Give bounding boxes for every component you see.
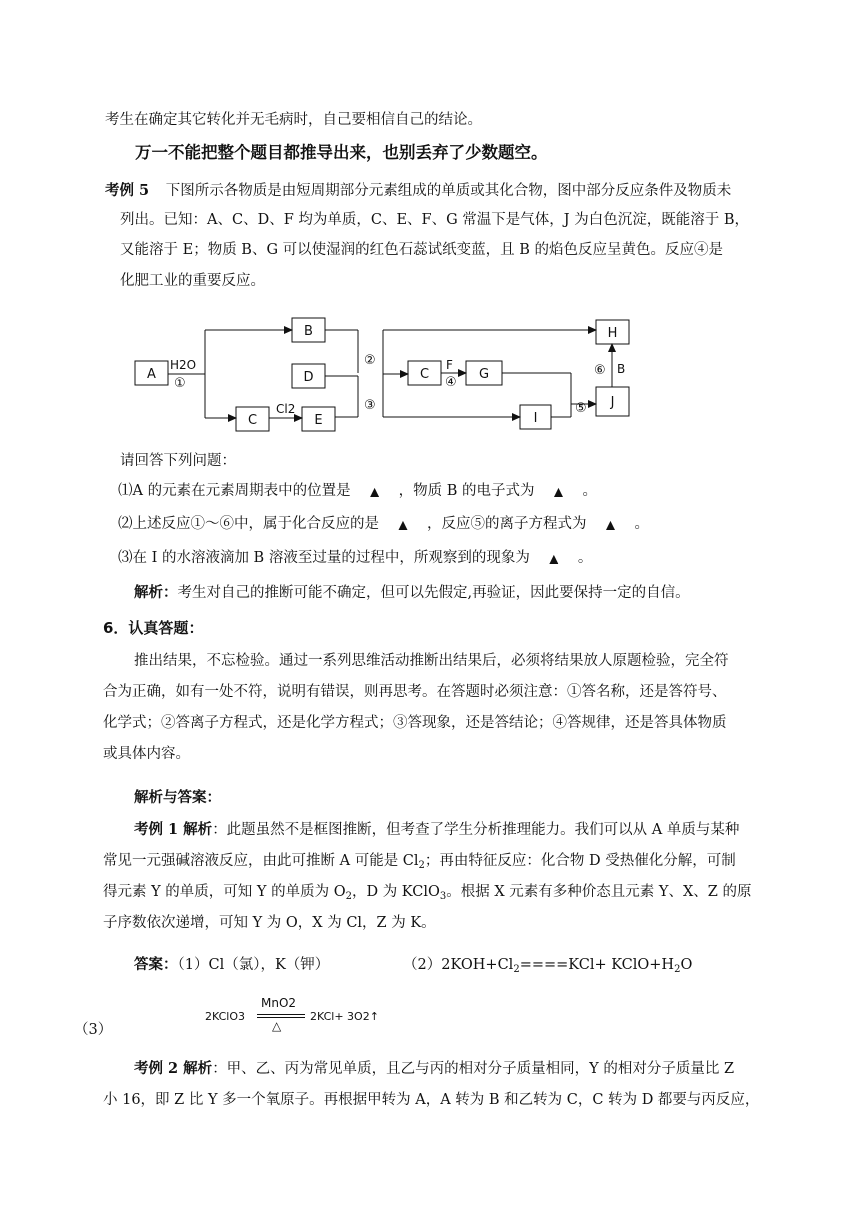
equation-products: 2KCl+ 3O2↑	[310, 1010, 379, 1023]
label-I: I	[533, 411, 538, 426]
example-1-line-1: 考例 1 解析：此题虽然不是框图推断，但考查了学生分析推理能力。我们可以从 A 单质与某种	[134, 821, 740, 838]
answer-blank[interactable]: ▲	[606, 518, 615, 531]
question-3-text: ⑶在 I 的水溶液滴加 B 溶液至过量的过程中，所观察到的现象为	[118, 550, 530, 566]
answer-part-2: $(2)2KOH+Cl_2====KCl+$ $KClO+H_2O$	[403, 957, 693, 975]
answer-part-3-label: （3）	[74, 1022, 113, 1038]
label-E: E	[314, 413, 323, 428]
label-reaction-3: ③	[364, 398, 376, 413]
answer-part-1: （1）Cl（氯），K（钾）	[177, 957, 330, 973]
analysis-label: 解析：	[134, 584, 178, 601]
example-5-line-4: 化肥工业的重要反应。	[120, 273, 265, 289]
example-5-line-2: 列出。已知：A、C、D、F 均为单质，C、E、F、G 常温下是气体，J 为白色沉淀，既能溶于 B，	[120, 212, 749, 228]
label-reaction-4: ④	[445, 375, 457, 390]
section-6-heading: 6．认真答题：	[103, 619, 204, 637]
answer-line	[134, 955, 329, 975]
answer-blank[interactable]: ▲	[370, 485, 379, 498]
label-C-middle: C	[419, 367, 430, 382]
label-C-lower: C	[247, 413, 258, 428]
example-1-line-2: 常见一元强碱溶液反应，由此可推断 A 可能是 $Cl_2$；再由特征反应：化合物 D 受热催化分解，可制	[103, 853, 736, 871]
label-A: A	[147, 367, 156, 382]
label-B-reagent: B	[617, 362, 626, 376]
example-5-line-1	[105, 181, 731, 201]
example-2-line-2: 小 16，即 Z 比 Y 多一个氧原子。再根据甲转为 A，A 转为 B 和乙转为 C，C 转为 D 都要与丙反应，	[103, 1092, 760, 1108]
label-reaction-5: ⑤	[575, 401, 587, 416]
label-reaction-1: ①	[174, 376, 186, 391]
decomposition-equation	[205, 996, 395, 1036]
example-5-label: 考例 5	[105, 182, 150, 199]
question-1-text-a: ⑴A 的元素在元素周期表中的位置是	[118, 483, 351, 499]
example-2-label: 考例 2 解析	[134, 1060, 213, 1077]
label-F: F	[446, 358, 453, 372]
paragraph-conclusion: 考生在确定其它转化并无毛病时，自己要相信自己的结论。	[105, 112, 482, 128]
equation-catalyst: MnO2	[261, 996, 297, 1010]
answer-blank[interactable]: ▲	[549, 552, 559, 565]
label-B: B	[304, 324, 313, 339]
example-1-line-4: 子序数依次递增，可知 Y 为 O，X 为 Cl，Z 为 K。	[103, 915, 436, 931]
label-J: J	[610, 395, 615, 410]
equation-heat: △	[272, 1019, 282, 1033]
answers-title: 解析与答案：	[134, 789, 221, 806]
example-2-line-1: 考例 2 解析：甲、乙、丙为常见单质，且乙与丙的相对分子质量相同，Y 的相对分子质量比 Z	[134, 1060, 735, 1077]
question-2: ⑵上述反应①～⑥中，属于化合反应的是 ▲ ，反应⑤的离子方程式为 ▲ 。	[118, 514, 649, 535]
questions-intro: 请回答下列问题：	[120, 453, 236, 469]
answer-label: 答案：	[134, 956, 178, 973]
question-1-text-b: ，物质 B 的电子式为	[398, 483, 535, 499]
answer-blank[interactable]: ▲	[398, 518, 408, 531]
question-3: ⑶在 I 的水溶液滴加 B 溶液至过量的过程中，所观察到的现象为 ▲ 。	[118, 548, 592, 569]
reaction-flow-diagram	[120, 305, 650, 440]
label-reaction-2: ②	[364, 353, 376, 368]
example-1-label: 考例 1 解析	[134, 821, 213, 838]
label-cl2: Cl2	[276, 402, 296, 416]
label-D: D	[303, 370, 314, 385]
label-G: G	[478, 367, 490, 382]
equation-reactant: 2KClO3	[205, 1010, 246, 1023]
example-5-line-3: 又能溶于 E；物质 B、G 可以使湿润的红色石蕊试纸变蓝，且 B 的焰色反应呈黄色。反应④是	[120, 242, 724, 258]
section-6-line-3: 化学式；②答离子方程式，还是化学方程式；③答现象，还是答结论；④答规律，还是答具体物质	[103, 715, 727, 731]
example-5-analysis	[134, 583, 690, 603]
section-6-line-1: 推出结果，不忘检验。通过一系列思维活动推断出结果后，必须将结果放人原题检验，完全符	[134, 653, 729, 669]
tip-heading: 万一不能把整个题目都推导出来，也别丢弃了少数题空。	[135, 143, 548, 162]
question-1: ⑴A 的元素在元素周期表中的位置是 ▲ ，物质 B 的电子式为 ▲ 。	[118, 481, 597, 502]
label-h2o: H2O	[170, 358, 197, 372]
label-reaction-6: ⑥	[594, 363, 606, 378]
answer-blank[interactable]: ▲	[554, 485, 563, 498]
example-5-text-1: 下图所示各物质是由短周期部分元素组成的单质或其化合物，图中部分反应条件及物质未	[165, 183, 732, 199]
section-6-line-4: 或具体内容。	[103, 746, 190, 762]
label-H: H	[607, 326, 618, 341]
question-2-text-a: ⑵上述反应①～⑥中，属于化合反应的是	[118, 516, 379, 532]
question-2-text-b: ，反应⑤的离子方程式为	[427, 516, 587, 532]
analysis-text: 考生对自己的推断可能不确定，但可以先假定,再验证，因此要保持一定的自信。	[177, 585, 690, 601]
example-1-line-3: 得元素 Y 的单质，可知 Y 的单质为 $O_2$，D 为 KClO$_3$。根据 X 元素有多种价态且元素 Y、X、Z 的原	[103, 884, 752, 902]
section-6-line-2: 合为正确，如有一处不符，说明有错误，则再思考。在答题时必须注意：①答名称，还是答符号、	[103, 684, 727, 700]
